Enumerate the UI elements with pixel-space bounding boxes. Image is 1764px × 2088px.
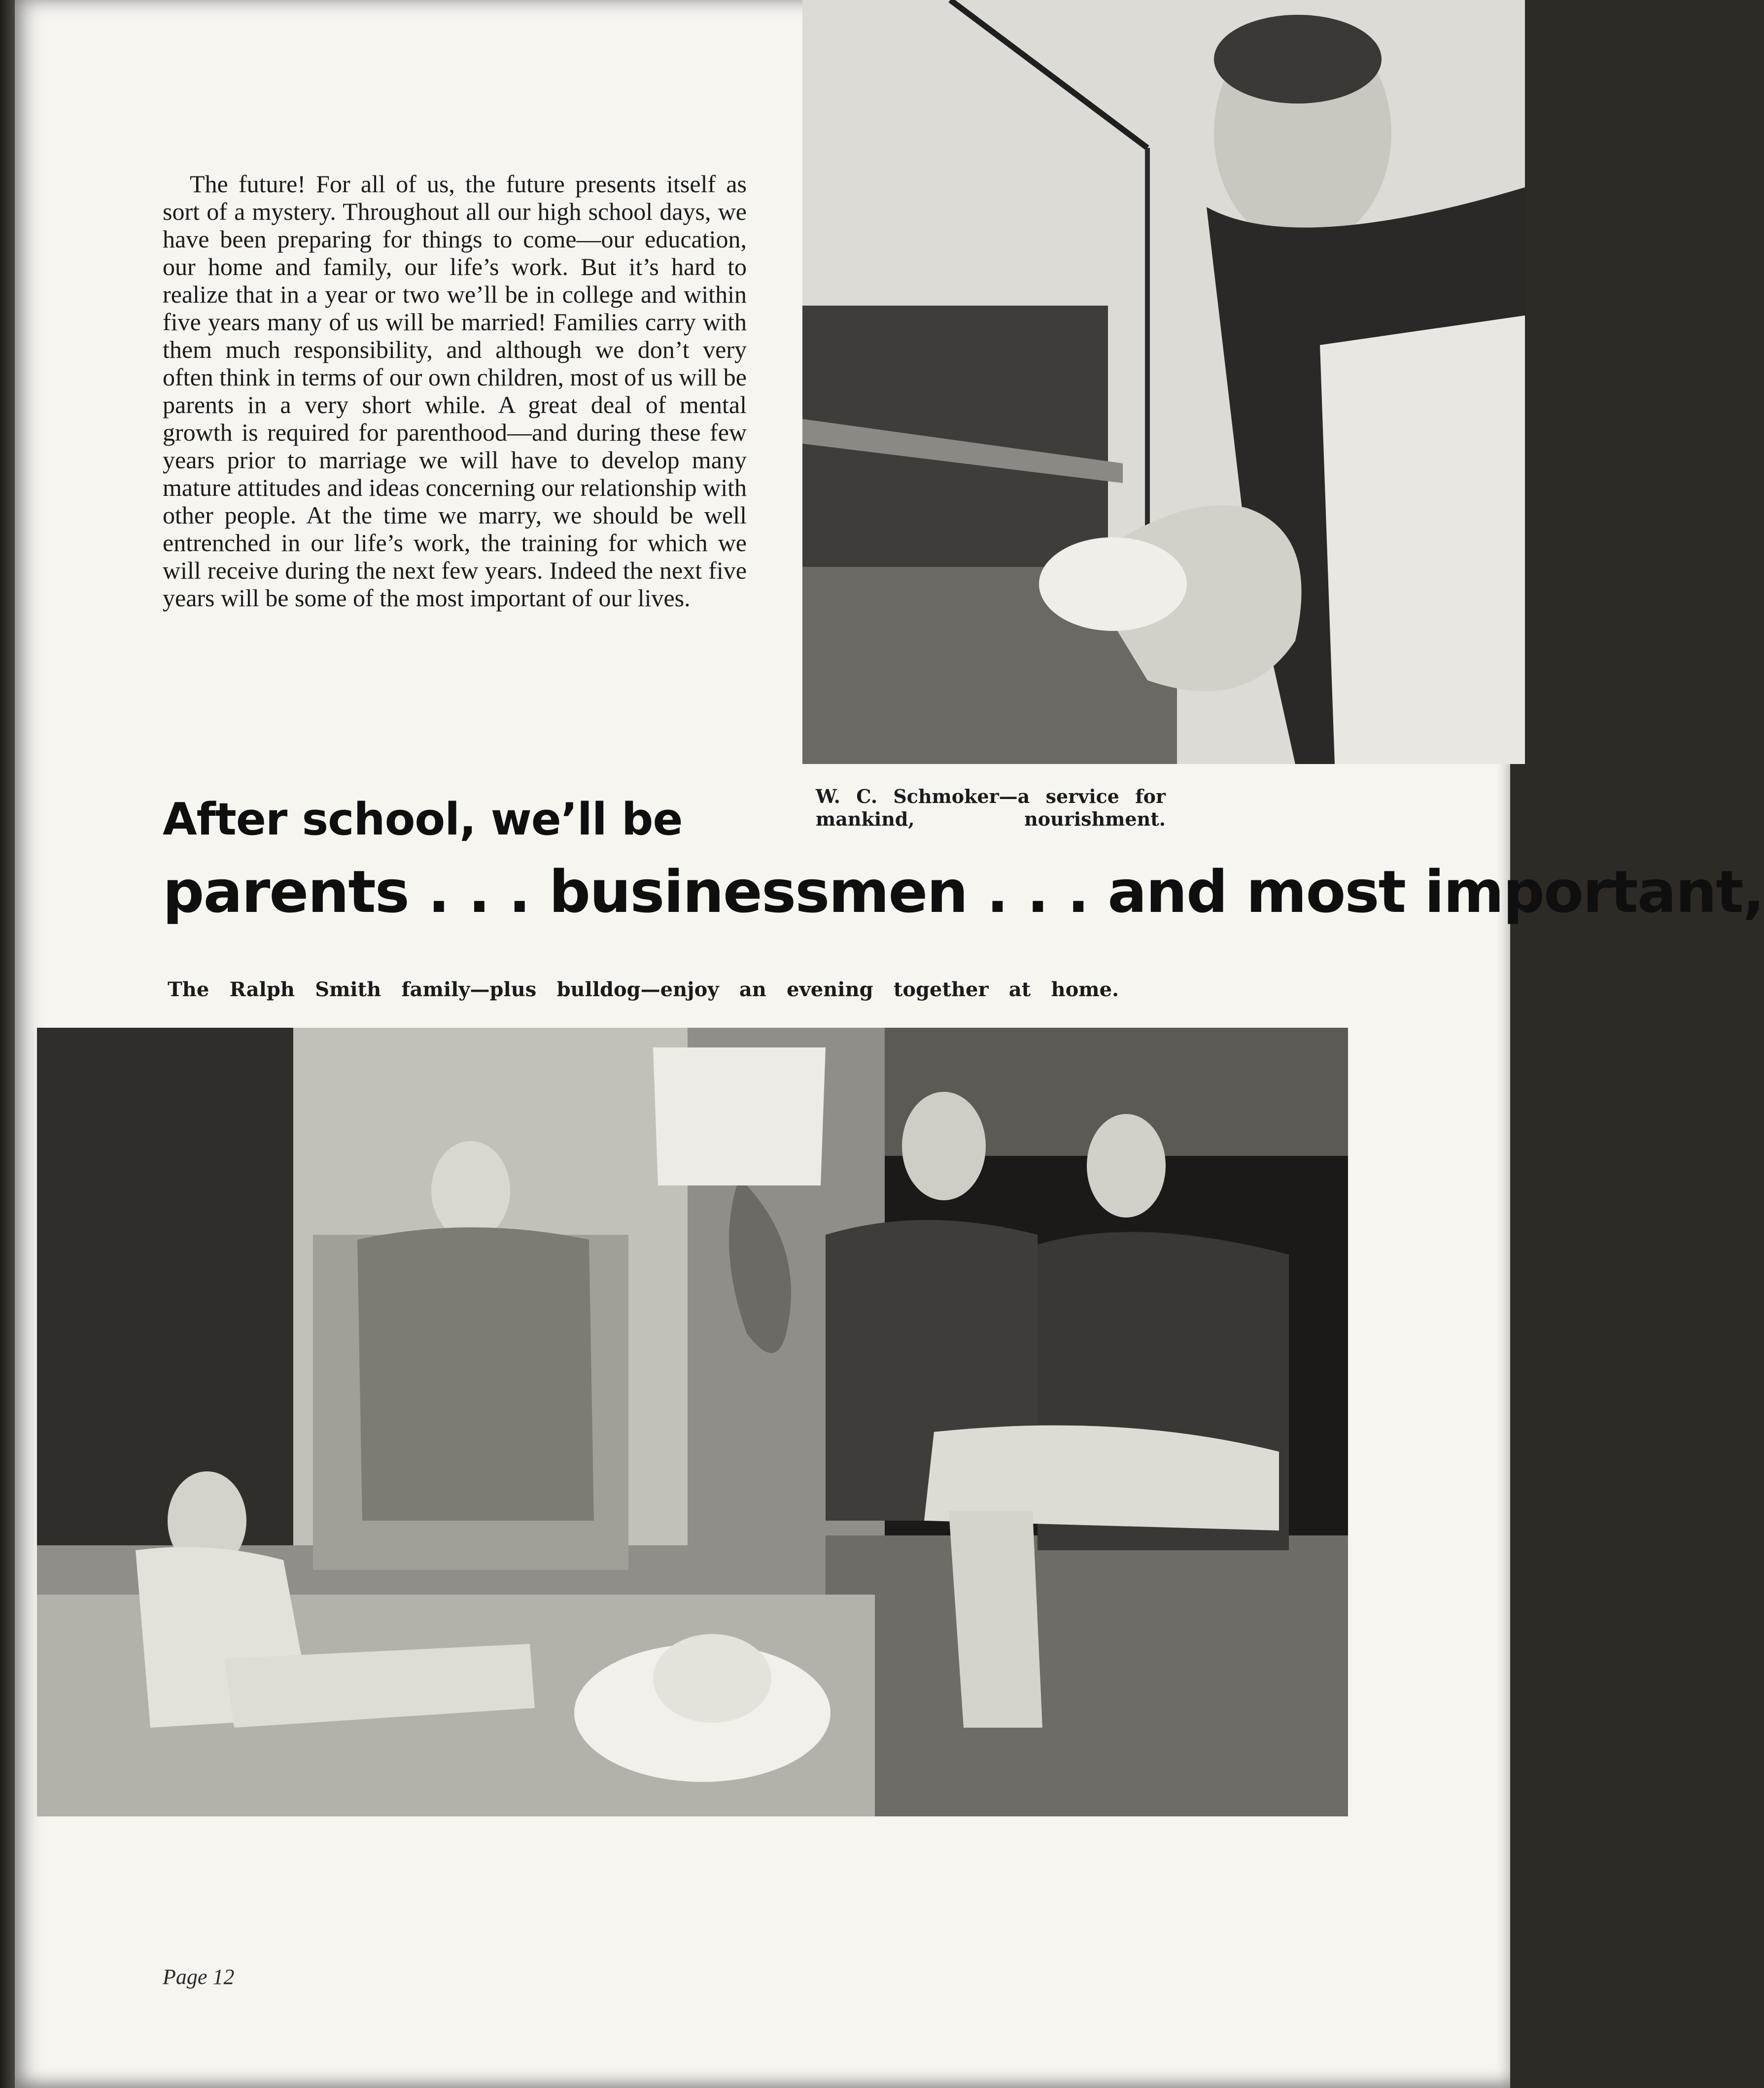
headline-line-1: After school, we’ll be [163, 794, 683, 845]
headline-line-2: parents . . . businessmen . . . and most important, [163, 858, 1764, 926]
page-binding-edge [0, 0, 15, 2088]
family-photo-caption: The Ralph Smith family—plus bulldog—enjoy an evening together at home. [168, 978, 1119, 1001]
butcher-photo-caption: W. C. Schmoker—a service for mankind, nourishment. [816, 785, 1166, 830]
family-photo [37, 1028, 1348, 1816]
butcher-photo [802, 0, 1525, 764]
page-number: Page 12 [163, 1965, 235, 1989]
yearbook-page [15, 0, 1764, 2088]
intro-paragraph: The future! For all of us, the future presents itself as sort of a mystery. Throughout all our high school days, we have been preparing for things to come—our education, our home and family, our life’s work. But it’s hard to realize that in a year or two we’ll be in college and within five years many of us will be married! Families carry with them much responsibility, and although we don’t very often think in terms of our own children, most of us will be parents in a very short while. A great deal of mental growth is required for parenthood—and during these few years prior to marriage we will have to develop many mature attitudes and ideas concerning our relationship with other people. At the time we marry, we should be well entrenched in our life’s work, the training for which we will receive during the next few years. Indeed the next five years will be some of the most important of our lives. [163, 170, 747, 612]
